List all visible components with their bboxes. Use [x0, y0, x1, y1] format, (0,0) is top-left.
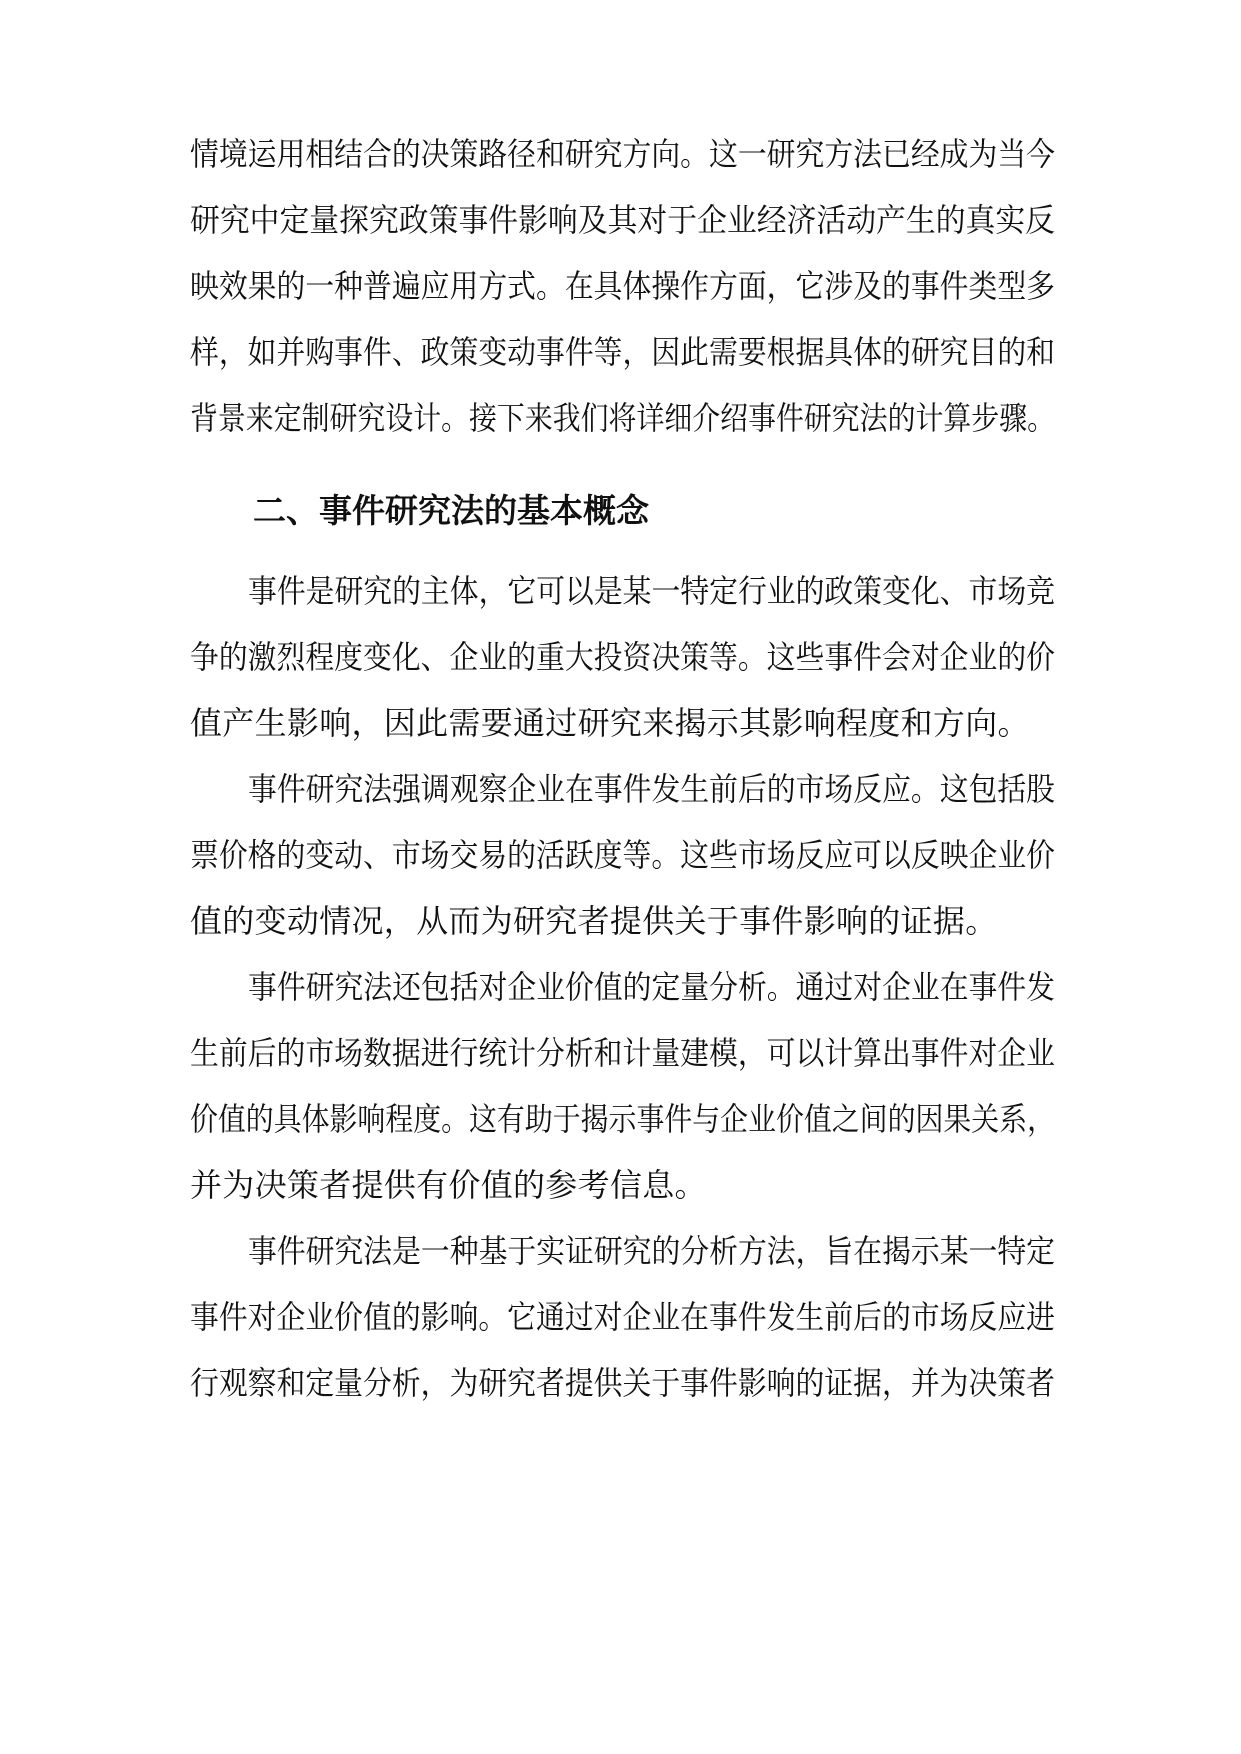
- paragraph-3-line-4: 并为决策者提供有价值的参考信息。: [190, 1166, 707, 1204]
- paragraph-1-line-2: 争的激烈程度变化、企业的重大投资决策等。这些事件会对企业的价: [190, 638, 1056, 676]
- intro-line-1: 情境运用相结合的决策路径和研究方向。这一研究方法已经成为当今: [190, 135, 1056, 173]
- paragraph-2-line-3: 值的变动情况，从而为研究者提供关于事件影响的证据。: [190, 902, 998, 940]
- paragraph-3-line-2: 生前后的市场数据进行统计分析和计量建模，可以计算出事件对企业: [190, 1034, 1056, 1072]
- intro-line-4: 样，如并购事件、政策变动事件等，因此需要根据具体的研究目的和: [190, 333, 1056, 371]
- intro-line-3: 映效果的一种普遍应用方式。在具体操作方面，它涉及的事件类型多: [190, 267, 1056, 305]
- paragraph-4-line-2: 事件对企业价值的影响。它通过对企业在事件发生前后的市场反应进: [190, 1298, 1056, 1336]
- section-heading: 二、事件研究法的基本概念: [253, 491, 649, 530]
- paragraph-4-line-3: 行观察和定量分析，为研究者提供关于事件影响的证据，并为决策者: [190, 1364, 1056, 1402]
- paragraph-3-line-3: 价值的具体影响程度。这有助于揭示事件与企业价值之间的因果关系，: [190, 1100, 1056, 1138]
- intro-line-2: 研究中定量探究政策事件影响及其对于企业经济活动产生的真实反: [190, 201, 1056, 239]
- paragraph-1-line-1: 事件是研究的主体，它可以是某一特定行业的政策变化、市场竞: [248, 572, 1056, 610]
- paragraph-2-line-1: 事件研究法强调观察企业在事件发生前后的市场反应。这包括股: [248, 770, 1056, 808]
- intro-line-5: 背景来定制研究设计。接下来我们将详细介绍事件研究法的计算步骤。: [190, 399, 1056, 437]
- paragraph-4-line-1: 事件研究法是一种基于实证研究的分析方法，旨在揭示某一特定: [248, 1232, 1056, 1270]
- paragraph-1-line-3: 值产生影响，因此需要通过研究来揭示其影响程度和方向。: [190, 704, 1030, 742]
- paragraph-2-line-2: 票价格的变动、市场交易的活跃度等。这些市场反应可以反映企业价: [190, 836, 1056, 874]
- paragraph-3-line-1: 事件研究法还包括对企业价值的定量分析。通过对企业在事件发: [248, 968, 1056, 1006]
